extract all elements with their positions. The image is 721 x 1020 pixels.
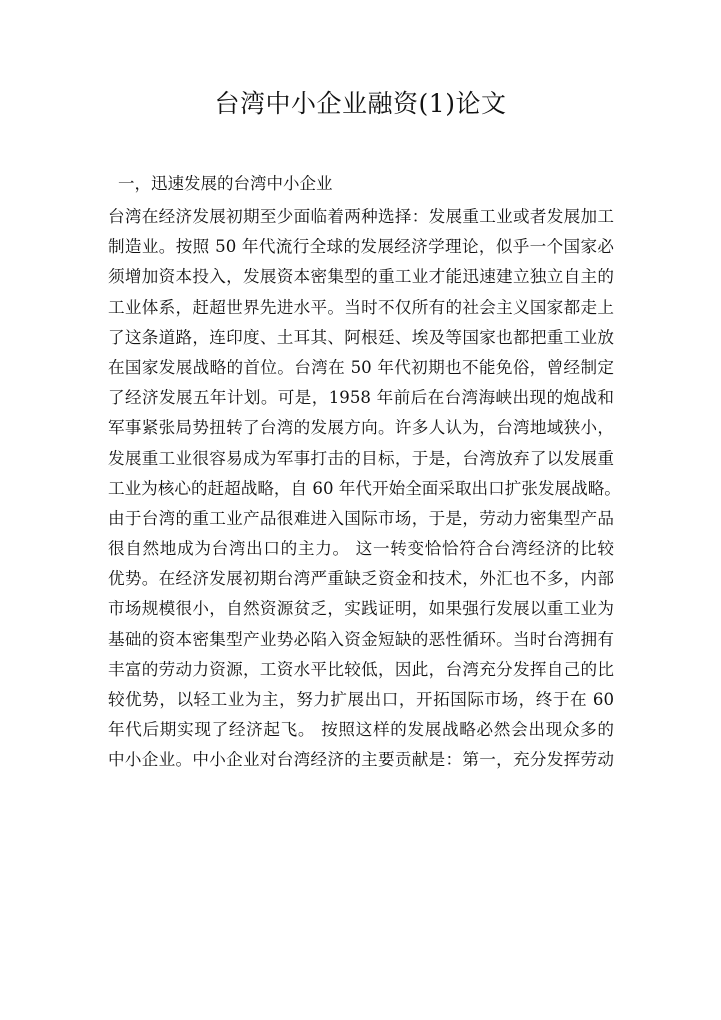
body-line: 由于台湾的重工业产品很难进入国际市场，于是，劳动力密集型产品: [108, 508, 614, 528]
document-title: 台湾中小企业融资(1)论文: [214, 89, 507, 118]
body-line: 基础的资本密集型产业势必陷入资金短缺的恶性循环。当时台湾拥有: [108, 629, 614, 649]
body-line: 台湾在经济发展初期至少面临着两种选择：发展重工业或者发展加工: [108, 207, 614, 226]
body-line: 较优势，以轻工业为主，努力扩展出口，开拓国际市场，终于在 60: [108, 690, 614, 709]
body-line: 制造业。按照 50 年代流行全球的发展经济学理论，似乎一个国家必: [108, 237, 614, 257]
section-heading: 一，迅速发展的台湾中小企业: [118, 174, 333, 193]
body-line: 年代后期实现了经济起飞。 按照这样的发展战略必然会出现众多的: [108, 720, 614, 740]
body-line: 工业体系，赶超世界先进水平。当时不仅所有的社会主义国家都走上: [108, 297, 614, 317]
body-line: 了经济发展五年计划。可是，1958 年前后在台湾海峡出现的炮战和: [108, 388, 614, 408]
body-line: 须增加资本投入，发展资本密集型的重工业才能迅速建立独立自主的: [108, 267, 614, 287]
body-line: 了这条道路，连印度、土耳其、阿根廷、埃及等国家也都把重工业放: [108, 327, 614, 347]
body-line: 很自然地成为台湾出口的主力。 这一转变恰恰符合台湾经济的比较: [108, 539, 614, 559]
body-line: 军事紧张局势扭转了台湾的发展方向。许多人认为，台湾地域狭小，: [108, 418, 614, 438]
body-line: 在国家发展战略的首位。台湾在 50 年代初期也不能免俗，曾经制定: [108, 357, 614, 377]
body-line: 丰富的劳动力资源，工资水平比较低，因此，台湾充分发挥自己的比: [108, 659, 614, 679]
body-line: 发展重工业很容易成为军事打击的目标，于是，台湾放弃了以发展重: [108, 448, 614, 468]
body-paragraph: [108, 202, 621, 776]
body-line: 工业为核心的赶超战略，自 60 年代开始全面采取出口扩张发展战略。: [108, 478, 621, 498]
body-line: 市场规模很小，自然资源贫乏，实践证明，如果强行发展以重工业为: [108, 599, 614, 619]
body-line: 优势。在经济发展初期台湾严重缺乏资金和技术，外汇也不多，内部: [108, 569, 614, 589]
body-line: 中小企业。中小企业对台湾经济的主要贡献是：第一，充分发挥劳动: [108, 750, 614, 770]
